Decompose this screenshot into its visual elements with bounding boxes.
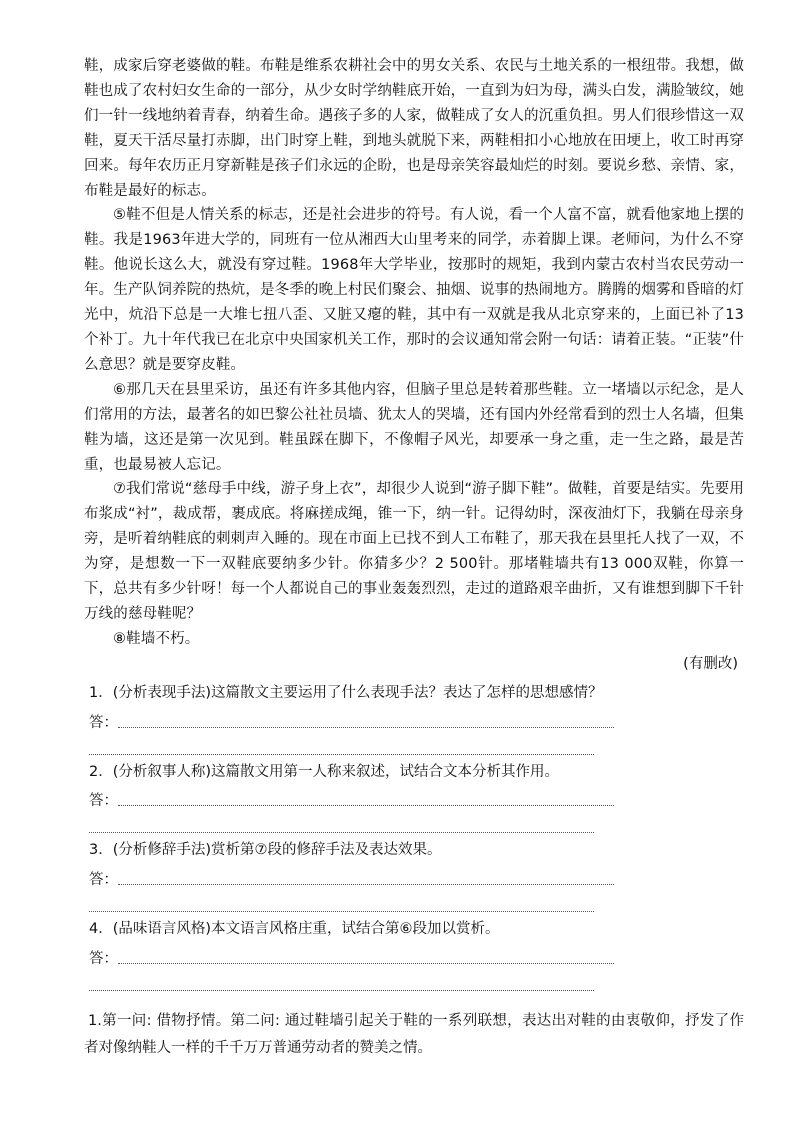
answer-line-continued[interactable] bbox=[84, 890, 594, 917]
answer-dotted-line bbox=[118, 884, 614, 885]
article-paragraph: ⑦我们常说“慈母手中线，游子身上衣”，却很少人说到“游子脚下鞋”。做鞋，首要是结实。先要用布浆成“衬”，裁成帮，裹成底。将麻搓成绳，锥一下，纳一针。记得幼时，深夜油灯下，我躺在母亲身旁，是听着纳鞋底的刺刺声入睡的。现在市面上已找不到人工布鞋了，那天我在县里托人找了一双，不为穿，是想数一下一双鞋底要纳多少针。你猜多少？2 500针。那堵鞋墙共有13 000双鞋，你算一下，总共有多少针呀！每一个人都说自己的事业轰轰烈烈，走过的道路艰辛曲折，又有谁想到脚下千针万线的慈母鞋呢？ bbox=[84, 481, 744, 622]
question-list bbox=[84, 681, 744, 997]
question-item bbox=[84, 917, 744, 996]
question-item bbox=[84, 760, 744, 839]
question-title: 4．(品味语言风格)本文语言风格庄重，试结合第⑥段加以赏析。 bbox=[89, 921, 500, 938]
answer-dotted-line bbox=[89, 832, 594, 833]
article-paragraph: ⑧鞋墙不朽。 bbox=[113, 630, 200, 647]
answer-dotted-line bbox=[118, 963, 614, 964]
article-paragraph: ⑥那几天在县里采访，虽还有许多其他内容，但脑子里总是转着那些鞋。立一堵墙以示纪念，是人们常用的方法，最著名的如巴黎公社社员墙、犹太人的哭墙，还有国内外经常看到的烈士人名墙，但集鞋为墙，这还是第一次见到。鞋虽踩在脚下，不像帽子风光，却要承一身之重，走一生之路，最是苦重，也最易被人忘记。 bbox=[84, 381, 744, 473]
answer-key bbox=[84, 1008, 744, 1062]
answer-key-text: 1.第一问: 借物抒情。第二问: 通过鞋墙引起关于鞋的一系列联想，表达出对鞋的由衷敬仰，抒发了作者对像纳鞋人一样的千千万万普通劳动者的赞美之情。 bbox=[84, 1013, 744, 1056]
answer-label: 答： bbox=[89, 714, 118, 731]
article-page bbox=[84, 54, 744, 996]
answer-line[interactable] bbox=[84, 942, 614, 969]
answer-dotted-line bbox=[89, 911, 594, 912]
answer-line[interactable] bbox=[84, 863, 614, 890]
article-paragraph: ⑤鞋不但是人情关系的标志，还是社会进步的符号。有人说，看一个人富不富，就看他家地上摆的鞋。我是1963年进大学的，同班有一位从湘西大山里考来的同学，赤着脚上课。老师问，为什么不穿鞋。他说长这么大，就没有穿过鞋。1968年大学毕业，按那时的规矩，我到内蒙古农村当农民劳动一年。生产队饲养院的热炕，是冬季的晚上村民们聚会、抽烟、说事的热闹地方。腾腾的烟雾和昏暗的灯光中，炕沿下总是一大堆七扭八歪、又脏又瘪的鞋，其中有一双就是我从北京穿来的，上面已补了13个补丁。九十年代我已在北京中央国家机关工作，那时的会议通知常会附一句话：请着正装。“正装”什么意思？就是要穿皮鞋。 bbox=[84, 207, 744, 373]
answer-line[interactable] bbox=[84, 706, 614, 733]
answer-dotted-line bbox=[118, 727, 614, 728]
question-title: 3．(分析修辞手法)赏析第⑦段的修辞手法及表达效果。 bbox=[89, 842, 442, 859]
source-note: (有删改) bbox=[683, 655, 738, 672]
answer-dotted-line bbox=[89, 990, 594, 991]
question-title: 2．(分析叙事人称)这篇散文用第一人称来叙述，试结合文本分析其作用。 bbox=[89, 763, 560, 780]
article-paragraph: 鞋，成家后穿老婆做的鞋。布鞋是维系农耕社会中的男女关系、农民与土地关系的一根纽带。我想，做鞋也成了农村妇女生命的一部分，从少女时学纳鞋底开始，一直到为妇为母，满头白发，满脸皱纹，她们一针一线地纳着青春，纳着生命。遇孩子多的人家，做鞋成了女人的沉重负担。男人们很珍惜这一双鞋，夏天干活尽量打赤脚，出门时穿上鞋，到地头就脱下来，两鞋相扣小心地放在田埂上，收工时再穿回来。每年农历正月穿新鞋是孩子们永远的企盼，也是母亲笑容最灿烂的时刻。要说乡愁、亲情、家，布鞋是最好的标志。 bbox=[84, 58, 744, 199]
answer-line-continued[interactable] bbox=[84, 969, 594, 996]
question-item bbox=[84, 681, 744, 760]
question-item bbox=[84, 838, 744, 917]
answer-line-continued[interactable] bbox=[84, 733, 594, 760]
answer-label: 答： bbox=[89, 793, 118, 810]
answer-line-continued[interactable] bbox=[84, 811, 594, 838]
answer-line[interactable] bbox=[84, 784, 614, 811]
answer-dotted-line bbox=[89, 754, 594, 755]
answer-label: 答： bbox=[89, 872, 118, 889]
question-title: 1．(分析表现手法)这篇散文主要运用了什么表现手法？表达了怎样的思想感情？ bbox=[89, 684, 603, 701]
answer-dotted-line bbox=[118, 805, 614, 806]
answer-label: 答： bbox=[89, 951, 118, 968]
article-body bbox=[84, 54, 744, 677]
